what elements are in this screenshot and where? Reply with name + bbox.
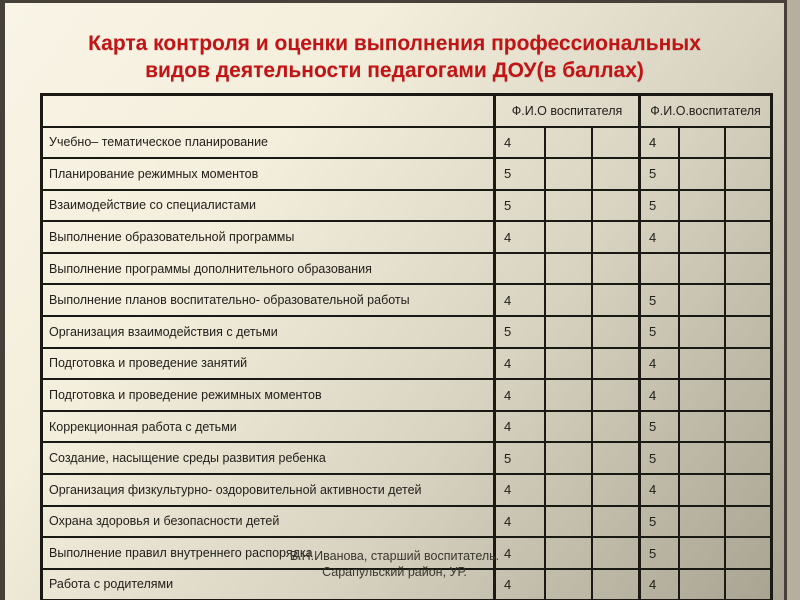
score-cell (679, 506, 725, 538)
score-cell (725, 442, 772, 474)
score-cell: 4 (640, 348, 679, 380)
activity-label-cell: Учебно– тематическое планирование (42, 127, 495, 159)
score-cell: 4 (495, 348, 545, 380)
title-line-2: видов деятельности педагогами ДОУ(в баллах) (145, 59, 644, 83)
score-cell (725, 316, 772, 348)
score-cell: 5 (495, 190, 545, 222)
teacher2-header-cell: Ф.И.О.воспитателя (640, 95, 772, 127)
score-cell: 4 (640, 474, 679, 506)
score-cell (592, 284, 640, 316)
score-cell (592, 474, 640, 506)
activity-label-cell: Охрана здоровья и безопасности детей (42, 506, 495, 538)
score-cell: 4 (495, 411, 545, 443)
footer-line-1: В.Н.Иванова, старший воспитатель. (289, 549, 500, 563)
score-cell (679, 442, 725, 474)
table-row (42, 474, 772, 506)
table-row (42, 284, 772, 316)
score-cell (545, 506, 592, 538)
score-cell: 4 (495, 221, 545, 253)
table-row (42, 253, 772, 285)
score-cell (679, 253, 725, 285)
score-cell (725, 348, 772, 380)
table-row (42, 506, 772, 538)
score-cell: 4 (495, 537, 545, 569)
activity-label-cell: Организация физкультурно- оздоровительной активности детей (42, 474, 495, 506)
score-cell (679, 316, 725, 348)
activity-label-cell: Выполнение планов воспитательно- образовательной работы (42, 284, 495, 316)
table-row (42, 127, 772, 159)
activity-label-cell: Коррекционная работа с детьми (42, 411, 495, 443)
score-cell (545, 284, 592, 316)
score-cell (545, 190, 592, 222)
table-row (42, 348, 772, 380)
activity-header-cell (42, 95, 495, 127)
title-line-1: Карта контроля и оценки выполнения профессиональных (88, 32, 701, 55)
table-row (42, 221, 772, 253)
score-cell: 4 (640, 127, 679, 159)
activity-label-cell: Создание, насыщение среды развития ребенка (42, 442, 495, 474)
slide-footer (5, 548, 784, 581)
score-cell (592, 316, 640, 348)
score-cell (725, 474, 772, 506)
activity-label-cell: Организация взаимодействия с детьми (42, 316, 495, 348)
score-cell: 4 (495, 127, 545, 159)
score-cell: 4 (495, 379, 545, 411)
score-cell: 5 (640, 506, 679, 538)
table-row (42, 442, 772, 474)
table-body (42, 127, 772, 600)
table-row (42, 411, 772, 443)
score-cell (592, 506, 640, 538)
score-cell (545, 379, 592, 411)
table-row (42, 316, 772, 348)
score-cell: 5 (495, 158, 545, 190)
score-cell (679, 221, 725, 253)
score-cell (592, 190, 640, 222)
score-cell (495, 253, 545, 285)
score-cell (545, 348, 592, 380)
score-cell (545, 158, 592, 190)
score-cell (592, 379, 640, 411)
score-cell (592, 442, 640, 474)
score-cell (679, 127, 725, 159)
evaluation-table (40, 93, 773, 600)
score-cell (592, 221, 640, 253)
score-cell (679, 158, 725, 190)
score-cell (592, 411, 640, 443)
activity-label-cell: Выполнение правил внутреннего распорядка (42, 537, 495, 569)
score-cell (679, 348, 725, 380)
activity-label-cell: Работа с родителями (42, 569, 495, 600)
score-cell (640, 253, 679, 285)
footer-line-2: Сарапульский район, УР. (322, 565, 467, 580)
score-cell (725, 411, 772, 443)
score-cell (545, 474, 592, 506)
table-row (42, 379, 772, 411)
score-cell: 5 (640, 411, 679, 443)
score-cell: 4 (495, 284, 545, 316)
score-cell: 5 (640, 537, 679, 569)
activity-label-cell: Подготовка и проведение занятий (42, 348, 495, 380)
score-cell (545, 411, 592, 443)
table-header-row (42, 95, 772, 127)
table-row (42, 190, 772, 222)
score-cell: 4 (495, 506, 545, 538)
score-cell (679, 190, 725, 222)
score-cell (725, 253, 772, 285)
score-cell: 5 (640, 190, 679, 222)
activity-label-cell: Взаимодействие со специалистами (42, 190, 495, 222)
score-cell: 5 (495, 442, 545, 474)
activity-label-cell: Подготовка и проведение режимных моментов (42, 379, 495, 411)
score-cell: 5 (495, 316, 545, 348)
score-cell (545, 127, 592, 159)
score-cell: 4 (495, 474, 545, 506)
score-cell (725, 158, 772, 190)
table-row (42, 158, 772, 190)
score-cell (725, 190, 772, 222)
score-cell (545, 221, 592, 253)
score-cell: 5 (640, 442, 679, 474)
score-cell (679, 411, 725, 443)
score-cell (725, 221, 772, 253)
score-cell (725, 284, 772, 316)
score-cell: 5 (640, 284, 679, 316)
slide-title (5, 30, 784, 85)
score-cell: 4 (640, 569, 679, 600)
score-cell (545, 442, 592, 474)
score-cell (725, 506, 772, 538)
activity-label-cell: Выполнение программы дополнительного образования (42, 253, 495, 285)
score-cell (592, 348, 640, 380)
activity-label-cell: Выполнение образовательной программы (42, 221, 495, 253)
score-cell (679, 284, 725, 316)
score-cell: 5 (640, 158, 679, 190)
activity-label-cell: Планирование режимных моментов (42, 158, 495, 190)
score-cell (592, 158, 640, 190)
score-cell (725, 127, 772, 159)
score-cell: 4 (640, 379, 679, 411)
score-cell (679, 474, 725, 506)
score-cell: 4 (495, 569, 545, 600)
score-cell (545, 253, 592, 285)
score-cell (725, 379, 772, 411)
teacher1-header-cell: Ф.И.О воспитателя (495, 95, 640, 127)
score-cell (592, 253, 640, 285)
score-cell: 4 (640, 221, 679, 253)
score-cell (545, 316, 592, 348)
score-cell (679, 379, 725, 411)
score-cell (592, 127, 640, 159)
score-cell: 5 (640, 316, 679, 348)
